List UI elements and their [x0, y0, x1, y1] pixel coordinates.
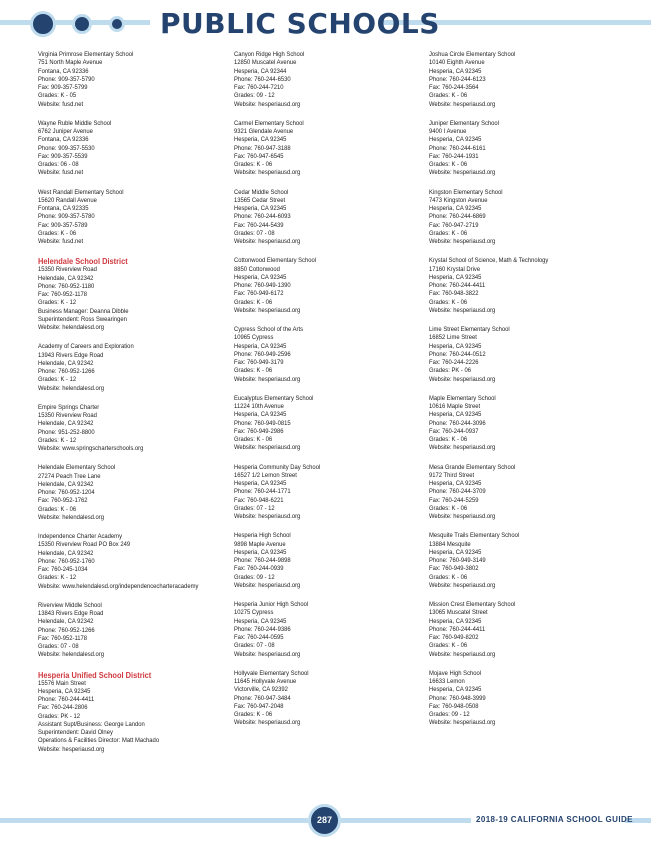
- school-name: Cypress School of the Arts: [234, 326, 304, 333]
- entry-line: Grades: K - 06: [38, 505, 77, 513]
- entry-line: Phone: 909-357-5790: [38, 75, 95, 83]
- entry-line: 10140 Eighth Avenue: [429, 59, 485, 67]
- entry-line: Fax: 909-357-5539: [38, 152, 88, 160]
- entry-line: 15620 Randall Avenue: [38, 196, 97, 204]
- entry-line: Fontana, CA 92336: [38, 136, 89, 144]
- entry-line: Website: hesperiausd.org: [234, 513, 301, 520]
- entry-line: Phone: 760-952-1180: [38, 282, 95, 290]
- entry-line: Phone: 760-244-4411: [38, 696, 95, 703]
- entry-line: Phone: 760-244-3709: [429, 488, 486, 496]
- entry-line: Website: helendalesd.org: [38, 651, 104, 659]
- entry-line: Website: fusd.net: [38, 169, 84, 177]
- entry-line: Grades: 09 - 12: [429, 711, 470, 718]
- school-name: Hesperia Junior High School: [234, 601, 309, 608]
- school-name: Lime Street Elementary School: [429, 326, 510, 333]
- school-entry: [234, 51, 424, 109]
- entry-line: Website: helendalesd.org: [38, 384, 104, 392]
- school-entry: [234, 532, 424, 590]
- entry-line: Superintendent: David Olney: [38, 729, 113, 736]
- entry-line: Phone: 760-952-1266: [38, 368, 95, 375]
- entry-line: Business Manager: Deanna Dibble: [38, 307, 129, 315]
- entry-line: Grades: 07 - 08: [234, 229, 275, 237]
- school-entry: [429, 601, 619, 659]
- entry-line: Website: hesperiausd.org: [234, 169, 301, 177]
- page-number: 287: [308, 804, 341, 837]
- entry-line: Grades: 07 - 08: [234, 642, 275, 650]
- entry-line: Fax: 760-244-0595: [234, 634, 284, 641]
- entry-line: 16633 Lemon: [429, 678, 465, 685]
- entry-line: Phone: 760-949-0815: [234, 419, 291, 427]
- entry-line: 13943 Rivers Edge Road: [38, 351, 104, 359]
- entry-line: 15350 Riverview Road: [38, 266, 97, 274]
- entry-line: Grades: K - 06: [234, 711, 273, 718]
- school-entry: [38, 533, 228, 591]
- entry-line: 15576 Main Street: [38, 679, 86, 687]
- page-footer: [0, 800, 651, 845]
- entry-line: Grades: K - 12: [38, 299, 77, 307]
- entry-line: Website: hesperiausd.org: [429, 375, 496, 383]
- entry-line: Hesperia, CA 92345: [234, 480, 287, 487]
- entry-line: Phone: 951-252-8800: [38, 428, 95, 436]
- school-name: Hollyvale Elementary School: [234, 669, 309, 677]
- school-entry: [429, 257, 619, 315]
- entry-line: Grades: PK - 12: [38, 712, 80, 720]
- entry-line: Victorville, CA 92392: [234, 686, 288, 694]
- entry-line: Website: www.helendalesd.org/independencecharteracademy: [38, 582, 199, 590]
- entry-line: Grades: K - 05: [38, 92, 77, 100]
- entry-line: 13565 Cedar Street: [234, 196, 286, 204]
- entry-line: Hesperia, CA 92345: [234, 548, 287, 556]
- entry-line: Hesperia, CA 92345: [38, 687, 91, 695]
- school-entry: [234, 189, 424, 247]
- entry-line: Website: hesperiausd.org: [234, 375, 301, 383]
- entry-line: Fax: 760-244-5439: [234, 221, 284, 229]
- entry-line: 17160 Krystal Drive: [429, 265, 481, 273]
- school-name: Maple Elementary School: [429, 394, 496, 402]
- entry-line: Grades: 07 - 08: [38, 643, 79, 650]
- entry-line: Fax: 760-949-3802: [429, 565, 479, 573]
- entry-line: Grades: K - 06: [234, 298, 273, 306]
- school-name: Hesperia Community Day School: [234, 463, 321, 471]
- school-name: Empire Springs Charter: [38, 403, 100, 411]
- entry-line: Website: hesperiausd.org: [429, 650, 496, 658]
- entry-line: 10275 Cypress: [234, 609, 274, 617]
- entry-line: Phone: 760-244-3096: [429, 419, 486, 427]
- entry-line: Fax: 760-947-2719: [429, 221, 479, 229]
- entry-line: Fax: 760-244-5259: [429, 496, 479, 504]
- entry-line: Hesperia, CA 92345: [429, 548, 482, 556]
- school-name: West Randall Elementary School: [38, 188, 124, 196]
- entry-line: Fontana, CA 92335: [38, 205, 89, 212]
- school-entry: [38, 343, 228, 393]
- entry-line: 15350 Riverview Road: [38, 412, 97, 419]
- entry-line: 9321 Glendale Avenue: [234, 128, 294, 135]
- entry-line: Hesperia, CA 92345: [234, 411, 287, 419]
- entry-line: 15350 Riverview Road PO Box 249: [38, 541, 131, 549]
- school-name: Hesperia High School: [234, 532, 291, 540]
- entry-line: Grades: K - 06: [234, 436, 273, 443]
- entry-line: 16852 Lime Street: [429, 334, 477, 342]
- school-entry: [234, 464, 424, 522]
- school-name: Krystal School of Science, Math & Technology: [429, 257, 549, 265]
- entry-line: 10616 Maple Street: [429, 403, 481, 410]
- entry-line: Fax: 760-244-7210: [234, 84, 284, 91]
- entry-line: 11645 Hollyvale Avenue: [234, 678, 297, 685]
- entry-line: Hesperia, CA 92345: [429, 342, 482, 350]
- entry-line: Grades: K - 06: [429, 436, 468, 443]
- entry-line: Grades: K - 12: [38, 574, 77, 582]
- entry-line: Phone: 760-947-3484: [234, 694, 291, 702]
- school-entry: [234, 601, 424, 659]
- entry-line: Grades: K - 06: [429, 642, 468, 650]
- school-name: Mesa Grande Elementary School: [429, 463, 516, 471]
- school-name: Carmel Elementary School: [234, 119, 304, 127]
- school-entry: [38, 602, 228, 660]
- entry-line: Grades: 09 - 12: [234, 573, 275, 581]
- entry-line: Fax: 760-949-2986: [234, 427, 284, 435]
- school-entry: [234, 326, 424, 384]
- footer-rule-mid: [341, 818, 471, 823]
- header-dot-small: [109, 16, 125, 32]
- school-entry: [429, 395, 619, 453]
- school-entry: [38, 464, 228, 522]
- entry-line: Phone: 760-244-0512: [429, 350, 486, 358]
- entry-line: Hesperia, CA 92345: [234, 273, 287, 281]
- school-entry: [38, 51, 228, 109]
- school-entry: [38, 189, 228, 247]
- school-name: Helendale Elementary School: [38, 464, 116, 472]
- entry-line: Hesperia, CA 92344: [234, 67, 287, 75]
- entry-line: Website: www.springscharterschools.org: [38, 445, 144, 452]
- entry-line: Website: hesperiausd.org: [234, 581, 301, 589]
- entry-line: Fax: 760-245-1034: [38, 566, 88, 573]
- entry-line: Grades: K - 06: [234, 367, 273, 375]
- entry-line: Assistant Supt/Business: George Landon: [38, 720, 145, 728]
- entry-line: Fax: 760-948-6221: [234, 496, 284, 504]
- entry-line: Operations & Facilities Director: Matt Machado: [38, 737, 160, 745]
- school-entry: [429, 326, 619, 384]
- entry-line: Grades: PK - 06: [429, 367, 471, 375]
- school-entry: [429, 189, 619, 247]
- entry-line: Hesperia, CA 92345: [429, 411, 482, 419]
- entry-line: Phone: 760-244-6869: [429, 213, 486, 221]
- entry-line: 9400 I Avenue: [429, 128, 467, 135]
- entry-line: Phone: 760-948-3999: [429, 694, 486, 702]
- entry-line: Website: hesperiausd.org: [234, 238, 301, 245]
- school-name: Canyon Ridge High School: [234, 51, 305, 58]
- entry-line: Fax: 760-244-1931: [429, 152, 479, 160]
- entry-line: Superintendent: Ross Swearingen: [38, 315, 127, 323]
- entry-line: 7473 Kingston Avenue: [429, 196, 488, 204]
- entry-line: Helendale, CA 92342: [38, 549, 94, 557]
- entry-line: Grades: 09 - 12: [234, 92, 275, 100]
- entry-line: Grades: K - 12: [38, 436, 77, 444]
- school-name: Mission Crest Elementary School: [429, 601, 516, 608]
- entry-line: 8850 Cottonwood: [234, 265, 280, 273]
- entry-line: Phone: 760-244-9386: [234, 625, 291, 633]
- school-entry: [429, 120, 619, 178]
- district-name: Helendale School District: [38, 257, 128, 267]
- school-name: Mojave High School: [429, 669, 482, 677]
- entry-line: 751 North Maple Avenue: [38, 59, 103, 67]
- column-3: [429, 51, 619, 739]
- school-entry: [234, 395, 424, 453]
- entry-line: Fax: 909-357-5789: [38, 221, 88, 229]
- entry-line: Fax: 760-952-1178: [38, 291, 88, 298]
- district-entry: [38, 257, 228, 332]
- school-name: Virginia Primrose Elementary School: [38, 51, 134, 58]
- entry-line: Fax: 760-948-3822: [429, 290, 479, 298]
- entry-line: 11224 10th Avenue: [234, 403, 284, 410]
- entry-line: Website: fusd.net: [38, 100, 84, 108]
- school-entry: [429, 51, 619, 109]
- school-name: Cottonwood Elementary School: [234, 257, 317, 265]
- entry-line: Website: hesperiausd.org: [234, 719, 301, 727]
- entry-line: Helendale, CA 92342: [38, 420, 94, 428]
- entry-line: Website: hesperiausd.org: [234, 444, 301, 452]
- entry-line: Phone: 760-244-1771: [234, 488, 291, 496]
- entry-line: Website: hesperiausd.org: [429, 513, 496, 520]
- entry-line: Fax: 760-244-3564: [429, 84, 479, 91]
- entry-line: 13843 Rivers Edge Road: [38, 610, 104, 617]
- entry-line: Helendale, CA 92342: [38, 618, 94, 626]
- school-name: Joshua Circle Elementary School: [429, 51, 516, 58]
- entry-line: Fax: 760-244-2226: [429, 359, 479, 366]
- entry-line: Fax: 760-948-0508: [429, 702, 479, 710]
- entry-line: Fax: 760-947-2048: [234, 702, 284, 710]
- school-entry: [429, 464, 619, 522]
- entry-line: Phone: 760-947-3188: [234, 144, 291, 152]
- school-name: Riverview Middle School: [38, 601, 102, 609]
- entry-line: 9172 Third Street: [429, 471, 475, 479]
- page-title: PUBLIC SCHOOLS: [160, 7, 440, 40]
- entry-line: 13884 Mesquite: [429, 540, 471, 548]
- entry-line: Website: hesperiausd.org: [234, 650, 301, 658]
- header-dot-medium: [72, 14, 92, 34]
- entry-line: Grades: K - 06: [429, 573, 468, 581]
- entry-line: Website: helendalesd.org: [38, 513, 104, 521]
- entry-line: Phone: 760-949-1390: [234, 282, 291, 289]
- entry-line: Website: hesperiausd.org: [234, 100, 301, 108]
- entry-line: Phone: 760-949-3149: [429, 557, 486, 564]
- entry-line: Website: hesperiausd.org: [429, 444, 496, 452]
- school-entry: [38, 404, 228, 454]
- entry-line: Phone: 760-244-4411: [429, 282, 486, 289]
- entry-line: Website: fusd.net: [38, 238, 84, 245]
- entry-line: Website: hesperiausd.org: [429, 238, 496, 245]
- school-name: Academy of Careers and Exploration: [38, 343, 134, 351]
- entry-line: Phone: 760-952-1204: [38, 489, 95, 496]
- school-entry: [38, 120, 228, 178]
- footer-rule-left: [0, 818, 308, 823]
- entry-line: 16527 1/2 Lemon Street: [234, 471, 297, 479]
- district-entry: [38, 671, 228, 754]
- entry-line: Phone: 760-244-4411: [429, 625, 486, 633]
- entry-line: Fax: 760-952-1762: [38, 497, 88, 505]
- guide-title: 2018-19 CALIFORNIA SCHOOL GUIDE: [476, 815, 633, 824]
- school-name: Wayne Ruble Middle School: [38, 119, 112, 127]
- entry-line: Hesperia, CA 92345: [234, 136, 287, 144]
- entry-line: Fax: 760-244-0939: [234, 565, 284, 573]
- entry-line: Hesperia, CA 92345: [234, 342, 287, 350]
- entry-line: Hesperia, CA 92345: [429, 67, 482, 75]
- entry-line: Phone: 760-244-6530: [234, 75, 291, 83]
- school-name: Juniper Elementary School: [429, 119, 499, 127]
- entry-line: Grades: K - 06: [429, 92, 468, 100]
- entry-line: Grades: K - 12: [38, 376, 77, 384]
- entry-line: Website: hesperiausd.org: [429, 581, 496, 589]
- column-2: [234, 51, 424, 739]
- entry-line: Hesperia, CA 92345: [429, 617, 482, 625]
- entry-line: Grades: K - 06: [429, 298, 468, 306]
- entry-line: 9898 Maple Avenue: [234, 540, 286, 548]
- school-entry: [429, 670, 619, 728]
- entry-line: Fax: 760-947-6545: [234, 152, 284, 160]
- entry-line: Fax: 760-244-2806: [38, 704, 88, 712]
- entry-line: Phone: 760-244-6161: [429, 144, 486, 152]
- school-name: Eucalyptus Elementary School: [234, 394, 314, 402]
- entry-line: Fax: 909-357-5799: [38, 84, 88, 91]
- entry-line: Hesperia, CA 92345: [429, 686, 482, 694]
- district-name: Hesperia Unified School District: [38, 670, 152, 680]
- entry-line: Website: hesperiausd.org: [38, 745, 105, 753]
- school-entry: [234, 670, 424, 728]
- entry-line: Website: hesperiausd.org: [429, 306, 496, 314]
- entry-line: Phone: 760-949-2596: [234, 350, 291, 358]
- entry-line: Grades: 06 - 08: [38, 161, 79, 168]
- entry-line: 10965 Cypress: [234, 334, 274, 342]
- entry-line: Hesperia, CA 92345: [429, 480, 482, 487]
- entry-line: Website: hesperiausd.org: [429, 100, 496, 108]
- entry-line: Hesperia, CA 92345: [429, 136, 482, 144]
- entry-line: 6762 Juniper Avenue: [38, 128, 93, 135]
- entry-line: Fax: 760-952-1178: [38, 634, 88, 642]
- entry-line: Fax: 760-244-0937: [429, 427, 479, 435]
- entry-line: Grades: K - 06: [429, 229, 468, 237]
- column-1: [38, 51, 228, 765]
- school-name: Independence Charter Academy: [38, 533, 123, 540]
- school-entry: [234, 257, 424, 315]
- entry-line: Grades: K - 06: [38, 229, 77, 237]
- entry-line: Grades: K - 06: [429, 161, 468, 168]
- entry-line: Helendale, CA 92342: [38, 480, 94, 488]
- entry-line: Hesperia, CA 92345: [234, 205, 287, 212]
- entry-line: Hesperia, CA 92345: [429, 205, 482, 212]
- entry-line: Website: hesperiausd.org: [429, 719, 496, 727]
- school-entry: [234, 120, 424, 178]
- entry-line: Website: hesperiausd.org: [429, 169, 496, 177]
- entry-line: 13065 Muscatel Street: [429, 609, 488, 617]
- entry-line: Phone: 909-357-5780: [38, 213, 95, 221]
- entry-line: Fax: 760-949-3179: [234, 359, 284, 366]
- entry-line: Website: hesperiausd.org: [234, 306, 301, 314]
- entry-line: Phone: 760-244-6123: [429, 75, 486, 83]
- entry-line: Fax: 760-949-6172: [234, 290, 284, 298]
- entry-line: Fax: 760-949-8202: [429, 634, 479, 641]
- entry-line: Phone: 760-952-1760: [38, 557, 95, 565]
- entry-line: Grades: K - 06: [429, 504, 468, 512]
- entry-line: Helendale, CA 92342: [38, 359, 94, 367]
- school-name: Kingston Elementary School: [429, 188, 503, 196]
- entry-line: Phone: 909-357-5530: [38, 144, 95, 152]
- entry-line: Grades: K - 06: [234, 161, 273, 168]
- entry-line: Hesperia, CA 92345: [429, 273, 482, 281]
- entry-line: Grades: 07 - 12: [234, 504, 275, 512]
- entry-line: 27274 Peach Tree Lane: [38, 472, 101, 480]
- entry-line: Phone: 760-952-1266: [38, 626, 95, 634]
- entry-line: Helendale, CA 92342: [38, 274, 94, 282]
- entry-line: Website: helendalesd.org: [38, 324, 104, 331]
- school-name: Cedar Middle School: [234, 188, 289, 196]
- entry-line: 12850 Muscatel Avenue: [234, 59, 297, 67]
- entry-line: Fontana, CA 92336: [38, 67, 89, 75]
- header-dot-large: [30, 11, 56, 37]
- school-name: Mesquite Trails Elementary School: [429, 532, 520, 540]
- entry-line: Hesperia, CA 92345: [234, 617, 287, 625]
- page-header: [0, 0, 651, 50]
- school-entry: [429, 532, 619, 590]
- entry-line: Phone: 760-244-9898: [234, 557, 291, 564]
- entry-line: Phone: 760-244-6093: [234, 213, 291, 221]
